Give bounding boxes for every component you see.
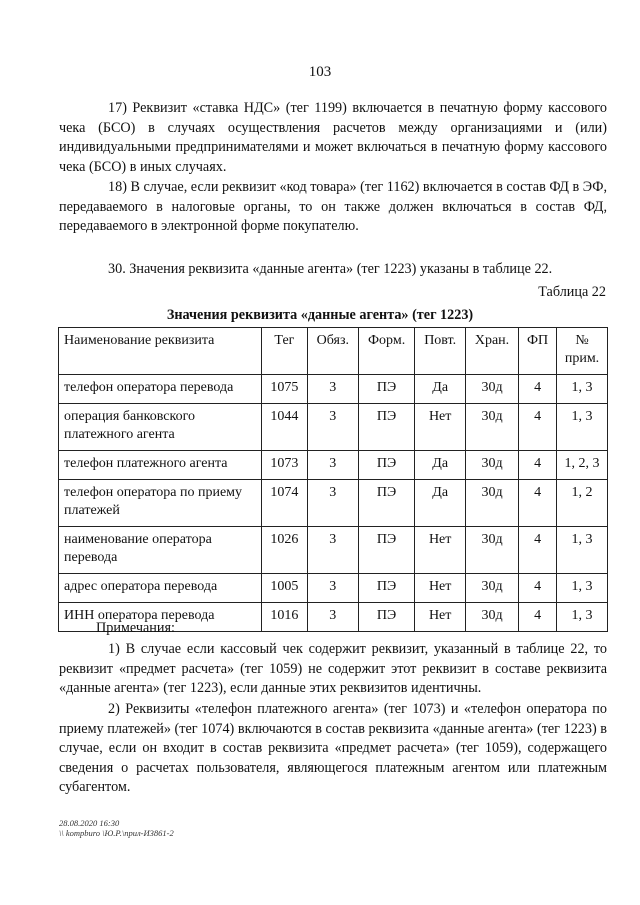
cell-name: телефон оператора по приему платежей [59,480,262,527]
cell-storage: 30д [465,451,518,480]
table-row [59,480,608,527]
cell-name: операция банковского платежного агента [59,404,262,451]
cell-repeat: Нет [415,603,465,632]
cell-name: наименование оператора перевода [59,527,262,574]
cell-form: ПЭ [358,404,415,451]
header-tag: Тег [262,328,308,375]
table-row [59,375,608,404]
cell-obligatory: 3 [307,375,358,404]
cell-obligatory: 3 [307,574,358,603]
cell-name: телефон платежного агента [59,451,262,480]
cell-tag: 1026 [262,527,308,574]
cell-storage: 30д [465,480,518,527]
cell-fp: 4 [519,404,557,451]
paragraph-17-text: 17) Реквизит «ставка НДС» (тег 1199) включается в печатную форму кассового чека (БСО) в случаях осуществления расчетов между организациями и (или) индивидуальными предпринимателями и может включаться в печатную форму кассового чека (БСО) в иных случаях. [59,100,607,175]
cell-storage: 30д [465,603,518,632]
cell-obligatory: 3 [307,451,358,480]
cell-note-no: 1, 3 [557,574,608,603]
cell-repeat: Нет [415,527,465,574]
footer-path: \\ kompburo \Ю.Р.\прил-И3861-2 [59,828,174,838]
cell-storage: 30д [465,404,518,451]
cell-tag: 1044 [262,404,308,451]
header-note-no: № прим. [557,328,608,375]
paragraph-18 [59,178,607,237]
table-label: Таблица 22 [538,284,606,300]
cell-tag: 1005 [262,574,308,603]
cell-name: адрес оператора перевода [59,574,262,603]
paragraph-30-text: 30. Значения реквизита «данные агента» (тег 1223) указаны в таблице 22. [108,261,553,277]
paragraph-30 [59,260,607,280]
note-2-text: 2) Реквизиты «телефон платежного агента» (тег 1073) и «телефон оператора по приему платежей» (тег 1074) включаются в состав реквизита «данные агента» (тег 1223) в случае, если он входит в состав реквизита «предмет расчета» (тег 1059), содержащего сведения о расчетах пользователя, являющегося платежным агентом или платежным субагентом. [59,701,607,796]
paragraph-18-text: 18) В случае, если реквизит «код товара» (тег 1162) включается в состав ФД в ЭФ, передаваемого в налоговые органы, то он также должен включаться в состав ФД, передаваемого в электронной форме покупателю. [59,179,607,235]
table-title: Значения реквизита «данные агента» (тег 1223) [166,307,474,323]
cell-note-no: 1, 3 [557,404,608,451]
footer-stamp [59,818,174,838]
requisites-table [58,327,608,632]
cell-fp: 4 [519,574,557,603]
table-row [59,404,608,451]
paragraph-17 [59,99,607,177]
page-number: 103 [308,64,332,80]
cell-form: ПЭ [358,375,415,404]
header-obligatory: Обяз. [307,328,358,375]
cell-obligatory: 3 [307,527,358,574]
header-storage: Хран. [465,328,518,375]
cell-form: ПЭ [358,603,415,632]
cell-fp: 4 [519,480,557,527]
cell-storage: 30д [465,527,518,574]
cell-note-no: 1, 3 [557,375,608,404]
cell-tag: 1016 [262,603,308,632]
cell-repeat: Да [415,451,465,480]
note-1 [59,640,607,699]
cell-name: телефон оператора перевода [59,375,262,404]
header-fp: ФП [519,328,557,375]
table-row [59,574,608,603]
cell-form: ПЭ [358,574,415,603]
table-header-row [59,328,608,375]
cell-repeat: Нет [415,574,465,603]
cell-repeat: Да [415,375,465,404]
cell-tag: 1073 [262,451,308,480]
cell-note-no: 1, 2, 3 [557,451,608,480]
header-form: Форм. [358,328,415,375]
table-row [59,527,608,574]
cell-tag: 1075 [262,375,308,404]
cell-storage: 30д [465,574,518,603]
cell-tag: 1074 [262,480,308,527]
cell-name: ИНН оператора перевода [59,603,262,632]
cell-obligatory: 3 [307,404,358,451]
note-1-text: 1) В случае если кассовый чек содержит реквизит, указанный в таблице 22, то реквизит «предмет расчета» (тег 1059) не содержит этот реквизит в составе реквизита «данные агента» (тег 1223), если данные этих реквизитов идентичны. [59,641,607,697]
table-row [59,451,608,480]
cell-note-no: 1, 3 [557,527,608,574]
header-name: Наименование реквизита [59,328,262,375]
cell-note-no: 1, 2 [557,480,608,527]
cell-storage: 30д [465,375,518,404]
cell-note-no: 1, 3 [557,603,608,632]
note-2 [59,700,607,798]
cell-obligatory: 3 [307,603,358,632]
cell-fp: 4 [519,603,557,632]
footer-date: 28.08.2020 16:30 [59,818,120,828]
cell-repeat: Да [415,480,465,527]
cell-fp: 4 [519,527,557,574]
cell-repeat: Нет [415,404,465,451]
header-repeat: Повт. [415,328,465,375]
cell-fp: 4 [519,451,557,480]
cell-obligatory: 3 [307,480,358,527]
cell-form: ПЭ [358,480,415,527]
cell-form: ПЭ [358,527,415,574]
cell-fp: 4 [519,375,557,404]
notes-label: Примечания: [96,620,175,636]
cell-form: ПЭ [358,451,415,480]
